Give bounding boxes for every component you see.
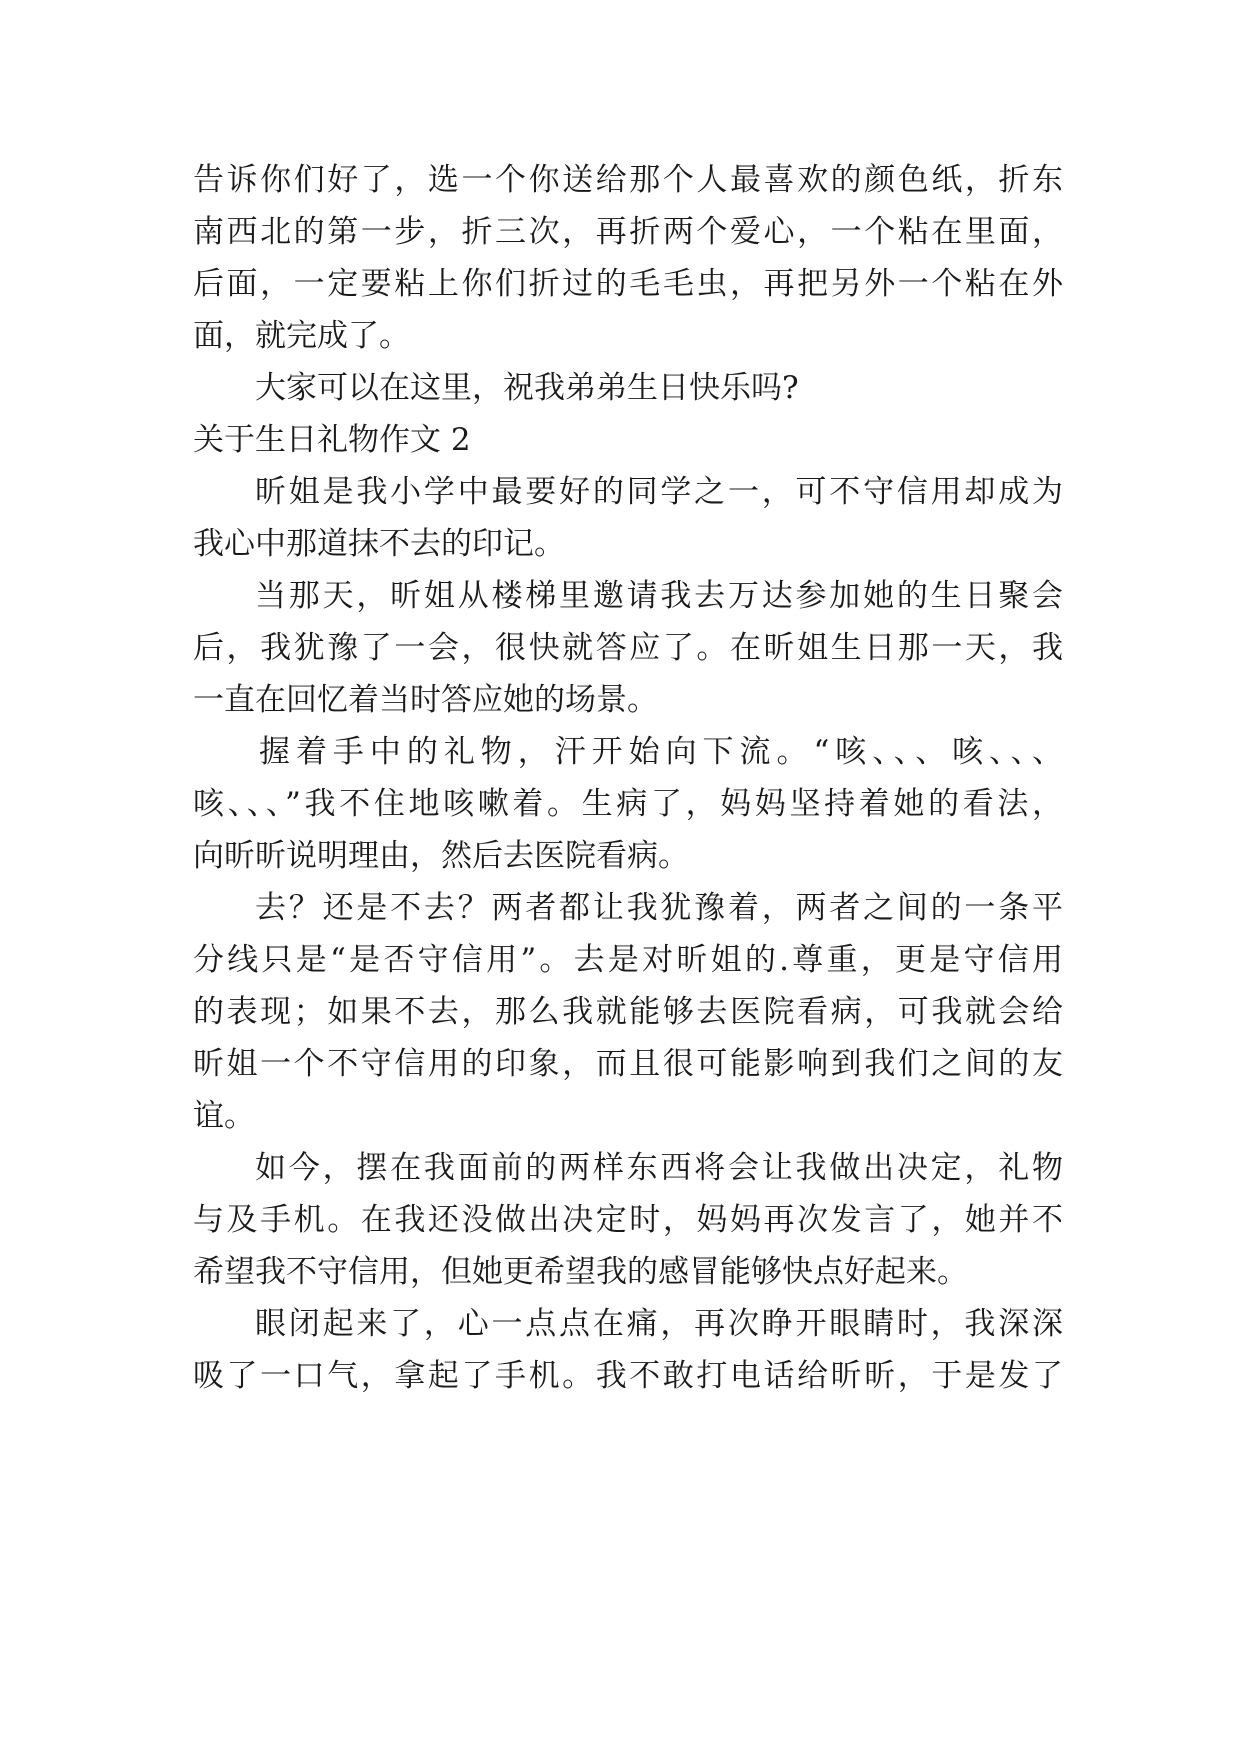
text-line: 去？还是不去？两者都让我犹豫着，两者之间的一条平 xyxy=(255,890,1063,926)
text-line: 如今，摆在我面前的两样东西将会让我做出决定，礼物 xyxy=(255,1150,1063,1186)
text-line: 一直在回忆着当时答应她的场景。 xyxy=(193,682,658,718)
text-line: 我心中那道抹不去的印记。 xyxy=(193,526,565,562)
text-line: 面，就完成了。 xyxy=(193,318,410,354)
text-line: 当那天，昕姐从楼梯里邀请我去万达参加她的生日聚会 xyxy=(255,578,1063,614)
text-line: 南西北的第一步，折三次，再折两个爱心，一个粘在里面， xyxy=(193,214,1063,250)
text-line: 谊。 xyxy=(193,1098,255,1134)
text-line: 大家可以在这里，祝我弟弟生日快乐吗? xyxy=(255,370,799,406)
text-line: 昕姐是我小学中最要好的同学之一，可不守信用却成为 xyxy=(255,474,1063,510)
text-line: 昕姐一个不守信用的印象，而且很可能影响到我们之间的友 xyxy=(193,1046,1063,1082)
text-line: 与及手机。在我还没做出决定时，妈妈再次发言了，她并不 xyxy=(193,1202,1063,1238)
text-line: 分线只是“是否守信用”。去是对昕姐的.尊重，更是守信用 xyxy=(193,942,1063,978)
text-line: 握着手中的礼物，汗开始向下流。“咳、、、咳、、、 xyxy=(259,734,1063,770)
text-line: 向昕昕说明理由，然后去医院看病。 xyxy=(193,838,689,874)
text-line: 后，我犹豫了一会，很快就答应了。在昕姐生日那一天，我 xyxy=(193,630,1063,666)
text-line: 后面，一定要粘上你们折过的毛毛虫，再把另外一个粘在外 xyxy=(193,266,1063,302)
text-line: 咳、、、”我不住地咳嗽着。生病了，妈妈坚持着她的看法， xyxy=(193,786,1063,822)
text-line: 希望我不守信用，但她更希望我的感冒能够快点好起来。 xyxy=(193,1254,968,1290)
section-heading: 关于生日礼物作文 2 xyxy=(193,422,471,458)
text-line: 眼闭起来了，心一点点在痛，再次睁开眼睛时，我深深 xyxy=(255,1306,1063,1342)
text-line: 告诉你们好了，选一个你送给那个人最喜欢的颜色纸，折东 xyxy=(193,162,1063,198)
text-line: 吸了一口气，拿起了手机。我不敢打电话给昕昕，于是发了 xyxy=(193,1358,1063,1394)
text-line: 的表现；如果不去，那么我就能够去医院看病，可我就会给 xyxy=(193,994,1063,1030)
